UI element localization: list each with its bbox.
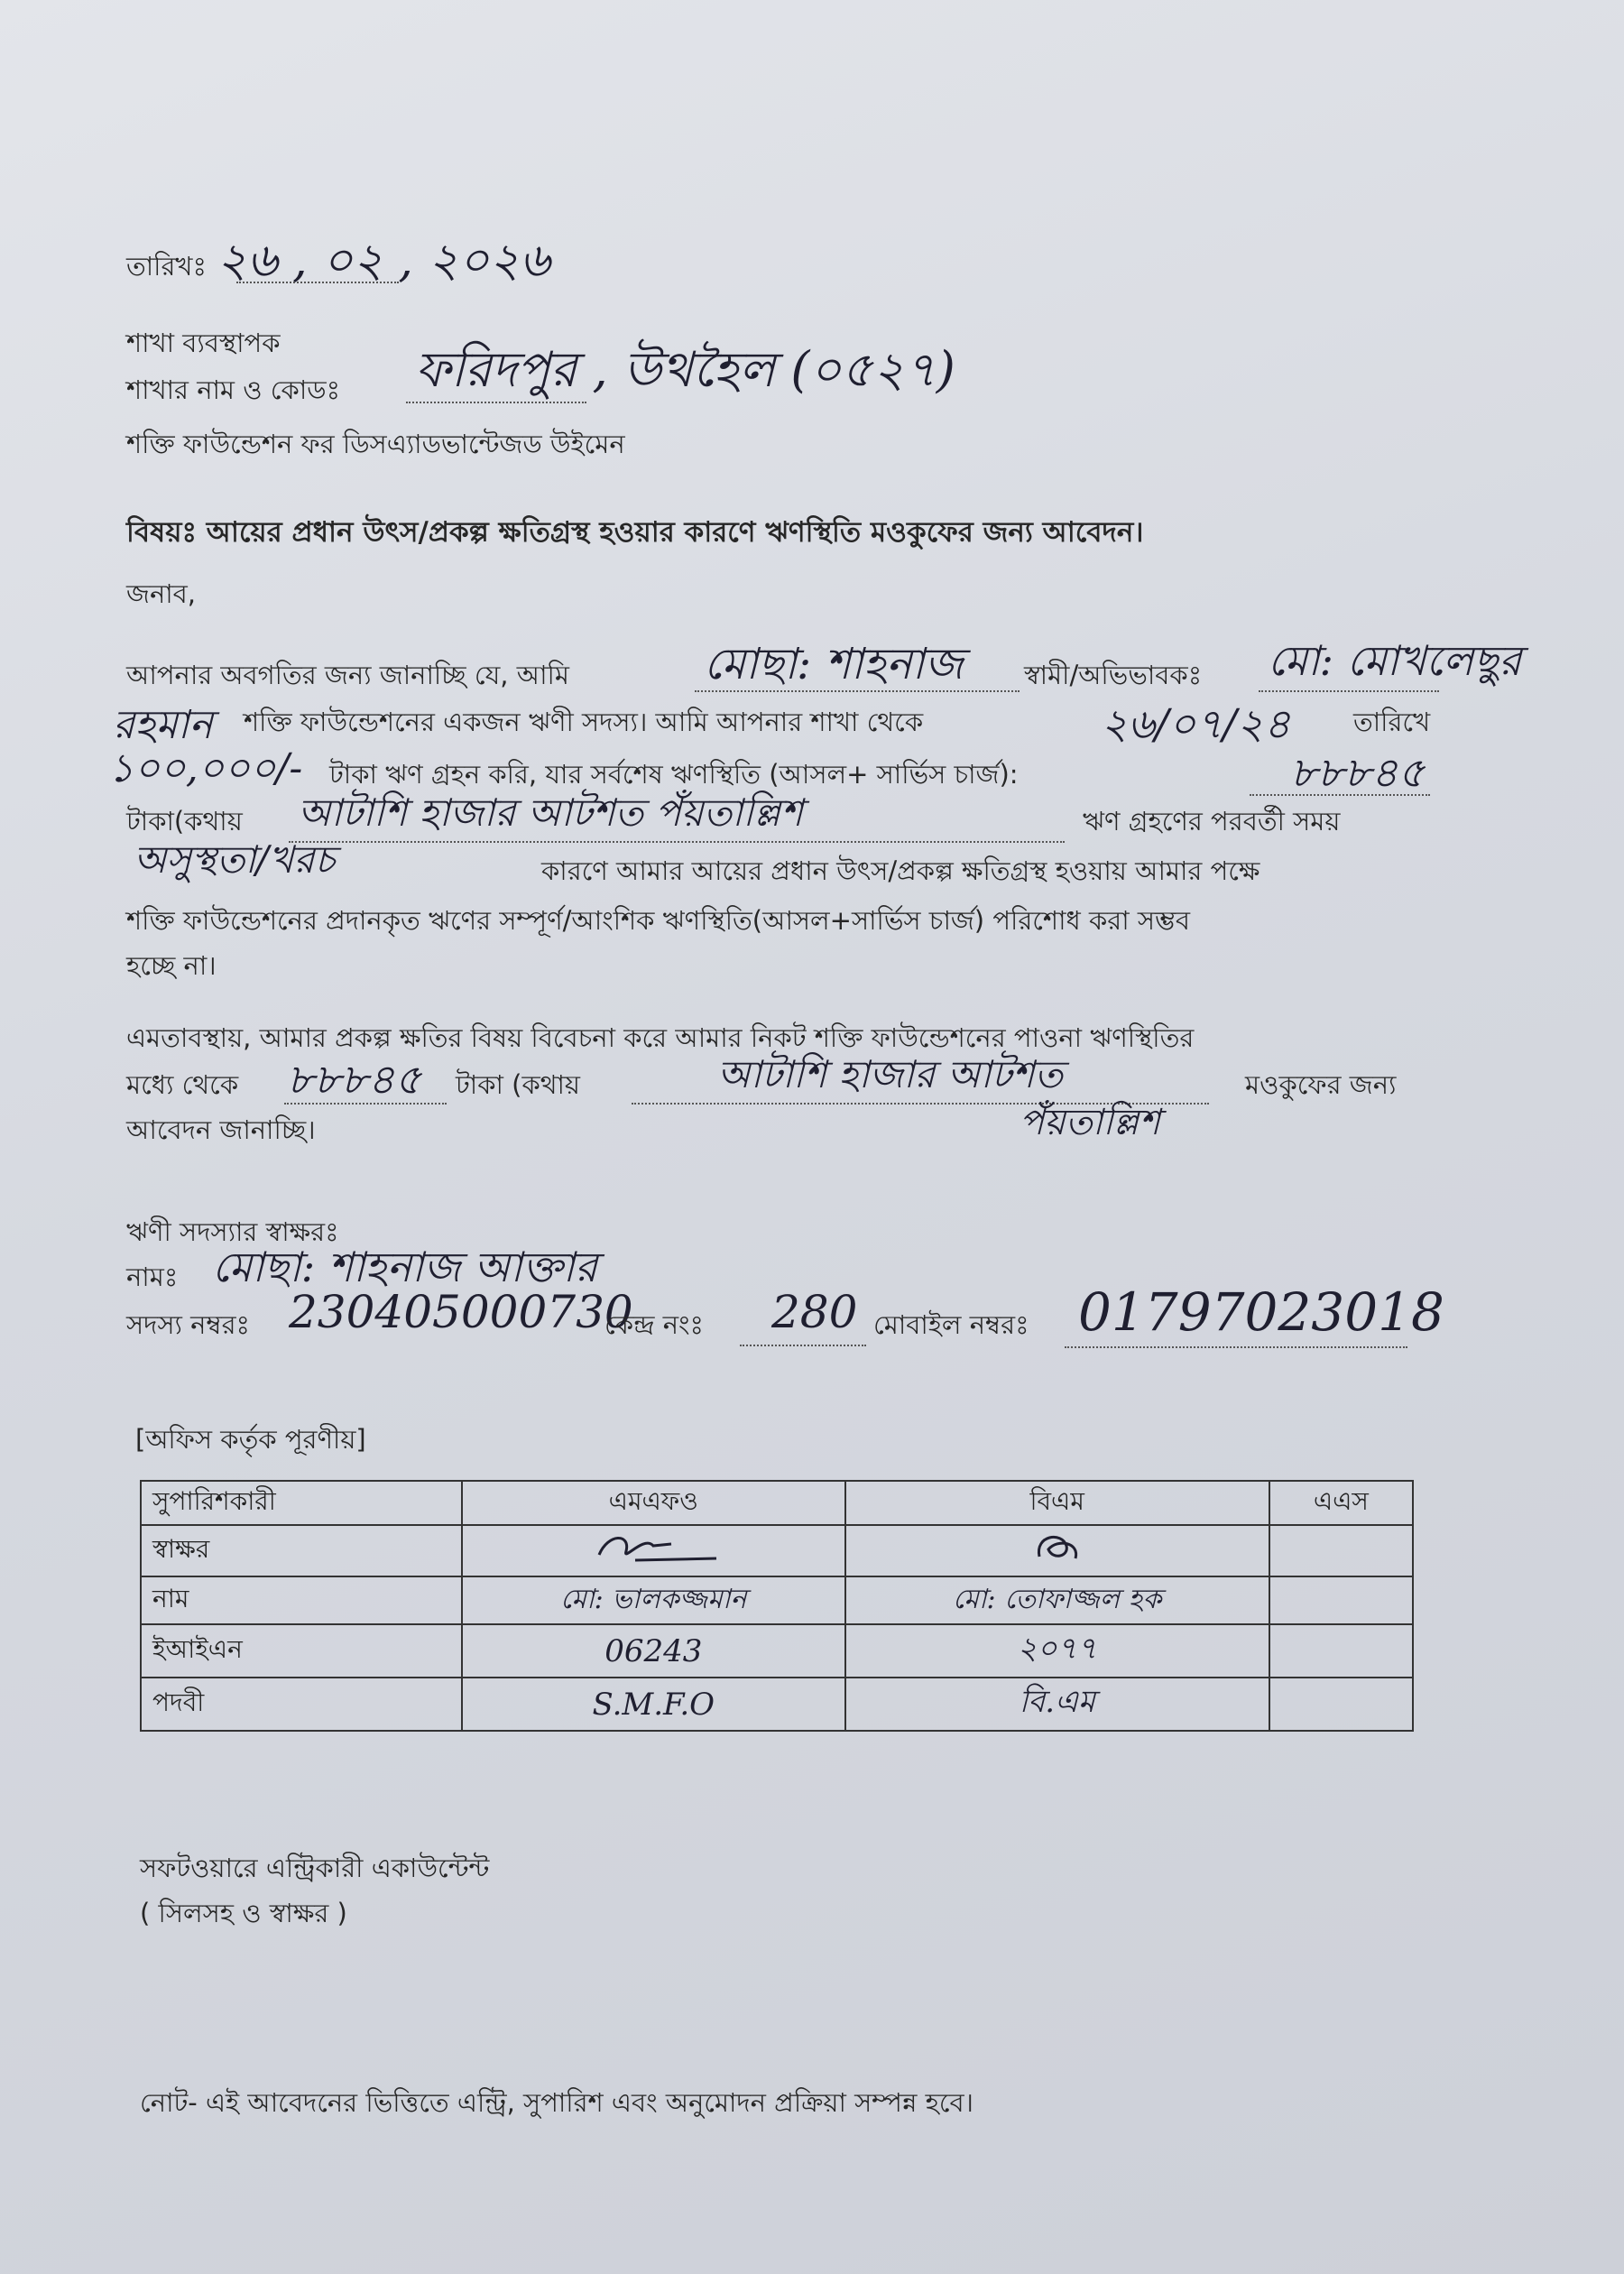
waiver-underline — [284, 1103, 447, 1105]
member-number-label: সদস্য নম্বরঃ — [126, 1309, 250, 1340]
member-number-handwritten: 230405000730 — [289, 1286, 633, 1338]
applicant-name-handwritten: মোছা: শাহনাজ — [704, 639, 964, 689]
mobile-underline — [1065, 1346, 1407, 1348]
mobile-label: মোবাইল নম্বরঃ — [873, 1309, 1029, 1340]
signature-label: ঋণী সদস্যার স্বাক্ষরঃ — [126, 1216, 339, 1247]
date-underline — [236, 282, 399, 283]
body-text: টাকা (কথায় — [456, 1069, 581, 1100]
bm-designation: বি.এম — [845, 1678, 1269, 1731]
row-label: ইআইএন — [141, 1624, 462, 1678]
header-cell: এএস — [1269, 1481, 1413, 1525]
row-label: পদবী — [141, 1678, 462, 1731]
name-label: নামঃ — [126, 1262, 179, 1292]
waiver-words-handwritten: আটাশি হাজার আটশত — [717, 1052, 1063, 1096]
loan-amount-handwritten: ১০০,০০০/- — [108, 745, 303, 791]
loan-date-handwritten: ২৬/০৭/২৪ — [1101, 699, 1291, 748]
balance-underline — [1250, 794, 1430, 796]
as-designation — [1269, 1678, 1413, 1731]
guardian-handwritten: মো: মোখলেছুর — [1268, 636, 1522, 685]
body-text: হচ্ছে না। — [126, 950, 217, 981]
balance-words-handwritten: আটাশি হাজার আটশত পঁয়তাল্লিশ — [298, 790, 804, 835]
date-label: তারিখঃ — [126, 251, 207, 282]
header-cell: বিএম — [845, 1481, 1269, 1525]
salutation: জনাব, — [126, 578, 197, 609]
body-text: আপনার অবগতির জন্য জানাচ্ছি যে, আমি — [126, 660, 569, 690]
mfo-name: মো: ভালকজ্জমান — [462, 1576, 845, 1624]
body-text: তারিখে — [1353, 707, 1431, 737]
center-number-handwritten: 280 — [771, 1286, 858, 1338]
as-ein — [1269, 1624, 1413, 1678]
table-row — [141, 1525, 1413, 1576]
member-name-handwritten: মোছা: শাহনাজ আক্তার — [212, 1243, 598, 1291]
mobile-number-handwritten: 01797023018 — [1078, 1281, 1444, 1343]
table-row — [141, 1576, 1413, 1624]
table-row — [141, 1678, 1413, 1731]
as-signature — [1269, 1525, 1413, 1576]
body-text: মওকুফের জন্য — [1245, 1069, 1397, 1100]
guardian-cont-handwritten: রহমান — [113, 702, 213, 748]
body-text: টাকা(কথায় — [126, 806, 243, 837]
body-text: কারণে আমার আয়ের প্রধান উৎস/প্রকল্প ক্ষতিগ্রস্থ হওয়ায় আমার পক্ষে — [541, 855, 1260, 886]
body-text: মধ্যে থেকে — [126, 1069, 239, 1100]
recipient-line3: শক্তি ফাউন্ডেশন ফর ডিসএ্যাডভান্টেজড উইমেন — [126, 429, 625, 459]
mfo-signature — [462, 1525, 845, 1576]
bm-signature-scribble — [1017, 1526, 1098, 1567]
row-label: স্বাক্ষর — [141, 1525, 462, 1576]
balance-handwritten: ৮৮৮৪৫ — [1290, 748, 1426, 797]
body-text: স্বামী/অভিভাবকঃ — [1024, 660, 1203, 690]
date-value: ২৬ , ০২ , ২০২৬ — [217, 234, 550, 288]
body-text: শক্তি ফাউন্ডেশনের প্রদানকৃত ঋণের সম্পূর্ণ/আংশিক ঋণস্থিতি(আসল+সার্ভিস চার্জ) পরিশোধ করা সম্ভব — [126, 905, 1191, 936]
branch-label: শাখার নাম ও কোডঃ — [126, 374, 341, 405]
body-text: ঋণ গ্রহণের পরবর্তী সময় — [1083, 806, 1341, 837]
bm-name: মো: তোফাজ্জল হক — [845, 1576, 1269, 1624]
mfo-designation: S.M.F.O — [462, 1678, 845, 1731]
mfo-signature-scribble — [581, 1526, 725, 1567]
center-label: কেন্দ্র নংঃ — [604, 1309, 704, 1340]
branch-value: ফরিদপুর , উথহৈল (০৫২৭) — [415, 341, 955, 398]
bm-signature — [845, 1525, 1269, 1576]
bm-ein: ২০৭৭ — [845, 1624, 1269, 1678]
body-text: আবেদন জানাচ্ছি। — [126, 1114, 316, 1145]
body-text: টাকা ঋণ গ্রহন করি, যার সর্বশেষ ঋণস্থিতি (আসল+ সার্ভিস চার্জ): — [329, 759, 1019, 790]
body-text: শক্তি ফাউন্ডেশনের একজন ঋণী সদস্য। আমি আপনার শাখা থেকে — [244, 707, 924, 737]
header-cell: সুপারিশকারী — [141, 1481, 462, 1525]
recipient-line1: শাখা ব্যবস্থাপক — [126, 328, 281, 358]
office-table — [140, 1480, 1414, 1732]
guardian-underline — [1259, 690, 1439, 692]
subject-line: বিষয়ঃ আয়ের প্রধান উৎস/প্রকল্প ক্ষতিগ্রস্থ হওয়ার কারণে ঋণস্থিতি মওকুফের জন্য আবেদন। — [126, 516, 1144, 549]
office-note: [অফিস কর্তৃক পূরণীয়] — [135, 1424, 366, 1455]
applicant-underline — [695, 690, 1020, 692]
accountant-label: সফটওয়ারে এন্ট্রিকারী একাউন্টেন্ট — [140, 1853, 490, 1883]
branch-underline — [406, 402, 586, 403]
mfo-ein: 06243 — [462, 1624, 845, 1678]
table-header-row — [141, 1481, 1413, 1525]
as-name — [1269, 1576, 1413, 1624]
header-cell: এমএফও — [462, 1481, 845, 1525]
table-row — [141, 1624, 1413, 1678]
waiver-words-cont-handwritten: পঁয়তাল্লিশ — [1020, 1102, 1160, 1143]
center-underline — [740, 1345, 866, 1346]
reason-handwritten: অসুস্থতা/খরচ — [134, 837, 336, 882]
accountant-seal-note: ( সিলসহ ও স্বাক্ষর ) — [140, 1898, 347, 1928]
row-label: নাম — [141, 1576, 462, 1624]
body-text: এমতাবস্থায়, আমার প্রকল্প ক্ষতির বিষয় বিবেচনা করে আমার নিকট শক্তি ফাউন্ডেশনের পাওনা ঋণস্থিতির — [126, 1022, 1195, 1053]
words-underline — [289, 841, 1065, 843]
waiver-amount-handwritten: ৮৮৮৪৫ — [287, 1055, 422, 1104]
footer-note: নোট- এই আবেদনের ভিত্তিতে এন্ট্রি, সুপারিশ এবং অনুমোদন প্রক্রিয়া সম্পন্ন হবে। — [140, 2087, 974, 2118]
